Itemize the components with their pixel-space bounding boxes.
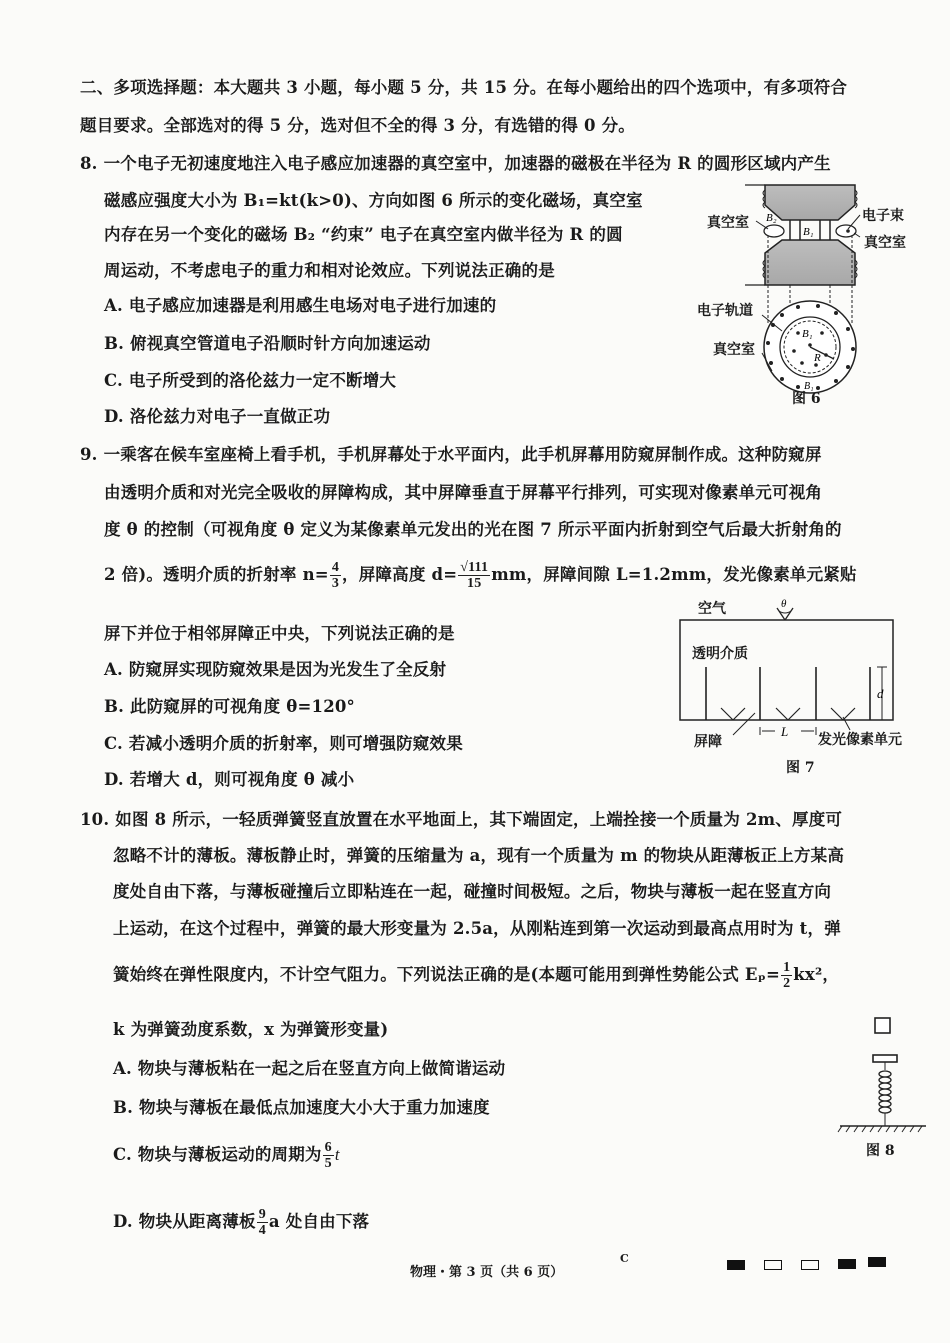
q9-stem-line4: 2 倍)。透明介质的折射率 n= $\frac{4}{3}$ ，屏障高度 d= $\frac{√111}{15}$ mm，屏障间隙 L=1.2mm，发光像素单元紧贴 xyxy=(104,560,857,591)
fig6-top-b1-label: B₁ xyxy=(802,328,813,340)
fig6-label-vacuum-bottom: 真空室 xyxy=(713,342,755,358)
fig6-b2-label: B₂ xyxy=(766,212,777,224)
q8-option-b: B. 俯视真空管道电子沿顺时针方向加速运动 xyxy=(104,334,431,353)
mark-empty-1 xyxy=(764,1260,782,1270)
q10-option-c: C. 物块与薄板运动的周期为 $\frac{6}{5}$ t xyxy=(113,1140,340,1171)
section-header-line1: 二、多项选择题：本大题共 3 小题，每小题 5 分，共 15 分。在每小题给出的四个选项中，有多项符合 xyxy=(80,78,848,97)
q10-stem-line6: k 为弹簧劲度系数，x 为弹簧形变量) xyxy=(113,1020,389,1039)
q9-option-a: A. 防窥屏实现防窥效果是因为光发生了全反射 xyxy=(104,660,447,679)
fig8-caption: 图 8 xyxy=(866,1143,895,1159)
fig7-label-pixel: 发光像素单元 xyxy=(818,732,902,748)
fraction-9-4: $\frac{9}{4}$ xyxy=(258,1207,266,1238)
fraction-half: $\frac{1}{2}$ xyxy=(783,960,791,991)
fig6-bottom-b1-label: B₁ xyxy=(804,381,814,392)
fig6-label-vacuum-right: 真空室 xyxy=(864,235,906,251)
fig7-l-label: L xyxy=(781,724,789,739)
fig6-label-vacuum-left: 真空室 xyxy=(707,215,749,231)
q8-stem-line1: 8. 一个电子无初速度地注入电子感应加速器的真空室中，加速器的磁极在半径为 R 的圆形区域内产生 xyxy=(80,154,831,173)
q9-option-d: D. 若增大 d，则可视角度 θ 减小 xyxy=(104,770,355,789)
q8-option-d: D. 洛伦兹力对电子一直做正功 xyxy=(104,407,331,426)
q8-stem-line3: 内存在另一个变化的磁场 B₂ “约束” 电子在真空室内做半径为 R 的圆 xyxy=(104,225,623,244)
q10-stem-line5: 簧始终在弹性限度内，不计空气阻力。下列说法正确的是(本题可能用到弹性势能公式 Eₚ= $\frac{1}{2}$ kx²， xyxy=(113,960,840,991)
q8-stem-line4: 周运动，不考虑电子的重力和相对论效应。下列说法正确的是 xyxy=(104,261,555,280)
fig7-d-label: d xyxy=(877,686,884,701)
fig6-b1-label: B₁ xyxy=(803,226,814,238)
fig7-label-barrier: 屏障 xyxy=(694,734,722,750)
block-icon xyxy=(875,1018,890,1033)
q8-option-c: C. 电子所受到的洛伦兹力一定不断增大 xyxy=(104,371,397,390)
q10-option-b: B. 物块与薄板在最低点加速度大小大于重力加速度 xyxy=(113,1098,490,1117)
q9-stem-line3: 度 θ 的控制（可视角度 θ 定义为某像素单元发出的光在图 7 所示平面内折射到空气后最大折射角的 xyxy=(104,520,842,539)
page-footer-label: 物理・第 3 页（共 6 页） xyxy=(410,1265,564,1280)
fig7-caption: 图 7 xyxy=(786,760,815,776)
q8-option-a: A. 电子感应加速器是利用感生电场对电子进行加速的 xyxy=(104,296,497,315)
q9-option-b: B. 此防窥屏的可视角度 θ=120° xyxy=(104,697,356,716)
q10-option-a: A. 物块与薄板粘在一起之后在竖直方向上做简谐运动 xyxy=(113,1059,506,1078)
fraction-n: $\frac{4}{3}$ xyxy=(331,560,340,591)
fraction-6-5: $\frac{6}{5}$ xyxy=(324,1140,332,1171)
mark-filled-3 xyxy=(868,1257,886,1267)
fig7-theta-label: θ xyxy=(781,598,787,610)
q10-stem-line4: 上运动，在这个过程中，弹簧的最大形变量为 2.5a，从刚粘连到第一次运动到最高点用时为 t，弹 xyxy=(113,919,841,938)
fig6-caption: 图 6 xyxy=(792,391,821,407)
q9-stem-line5: 屏下并位于相邻屏障正中央，下列说法正确的是 xyxy=(104,624,455,643)
plate-icon xyxy=(873,1055,897,1062)
q8-stem-line2: 磁感应强度大小为 B₁=kt(k>0)、方向如图 6 所示的变化磁场，真空室 xyxy=(104,191,643,210)
q9-stem-line2: 由透明介质和对光完全吸收的屏障构成，其中屏障垂直于屏幕平行排列，可实现对像素单元可视角 xyxy=(104,483,823,502)
fig6-label-orbit: 电子轨道 xyxy=(697,303,753,319)
fig7-label-medium: 透明介质 xyxy=(692,646,748,662)
fig6-radius-label: R xyxy=(814,352,821,364)
q10-stem-line2: 忽略不计的薄板。薄板静止时，弹簧的压缩量为 a，现有一个质量为 m 的物块从距薄板正上方某高 xyxy=(113,846,845,865)
figure-8-spring-diagram xyxy=(830,1010,930,1140)
mark-empty-2 xyxy=(801,1260,819,1270)
fraction-d: $\frac{√111}{15}$ xyxy=(460,560,489,591)
mark-filled-1 xyxy=(727,1260,745,1270)
fig6-label-electron-beam: 电子束 xyxy=(862,208,904,224)
q9-option-c: C. 若减小透明介质的折射率，则可增强防窥效果 xyxy=(104,734,463,753)
q10-stem-line1: 10. 如图 8 所示，一轻质弹簧竖直放置在水平地面上，其下端固定，上端拴接一个质量为 2m、厚度可 xyxy=(80,810,843,829)
q10-stem-line3: 度处自由下落，与薄板碰撞后立即粘连在一起，碰撞时间极短。之后，物块与薄板一起在竖直方向 xyxy=(113,882,832,901)
stray-mark: C xyxy=(620,1252,629,1265)
q9-stem-line1: 9. 一乘客在候车室座椅上看手机，手机屏幕处于水平面内，此手机屏幕用防窥屏制作成。这种防窥屏 xyxy=(80,445,822,464)
section-header-line2: 题目要求。全部选对的得 5 分，选对但不全的得 3 分，有选错的得 0 分。 xyxy=(80,116,636,135)
fig7-label-air: 空气 xyxy=(698,601,726,617)
q10-option-d: D. 物块从距离薄板 $\frac{9}{4}$ a 处自由下落 xyxy=(113,1207,370,1238)
mark-filled-2 xyxy=(838,1259,856,1269)
